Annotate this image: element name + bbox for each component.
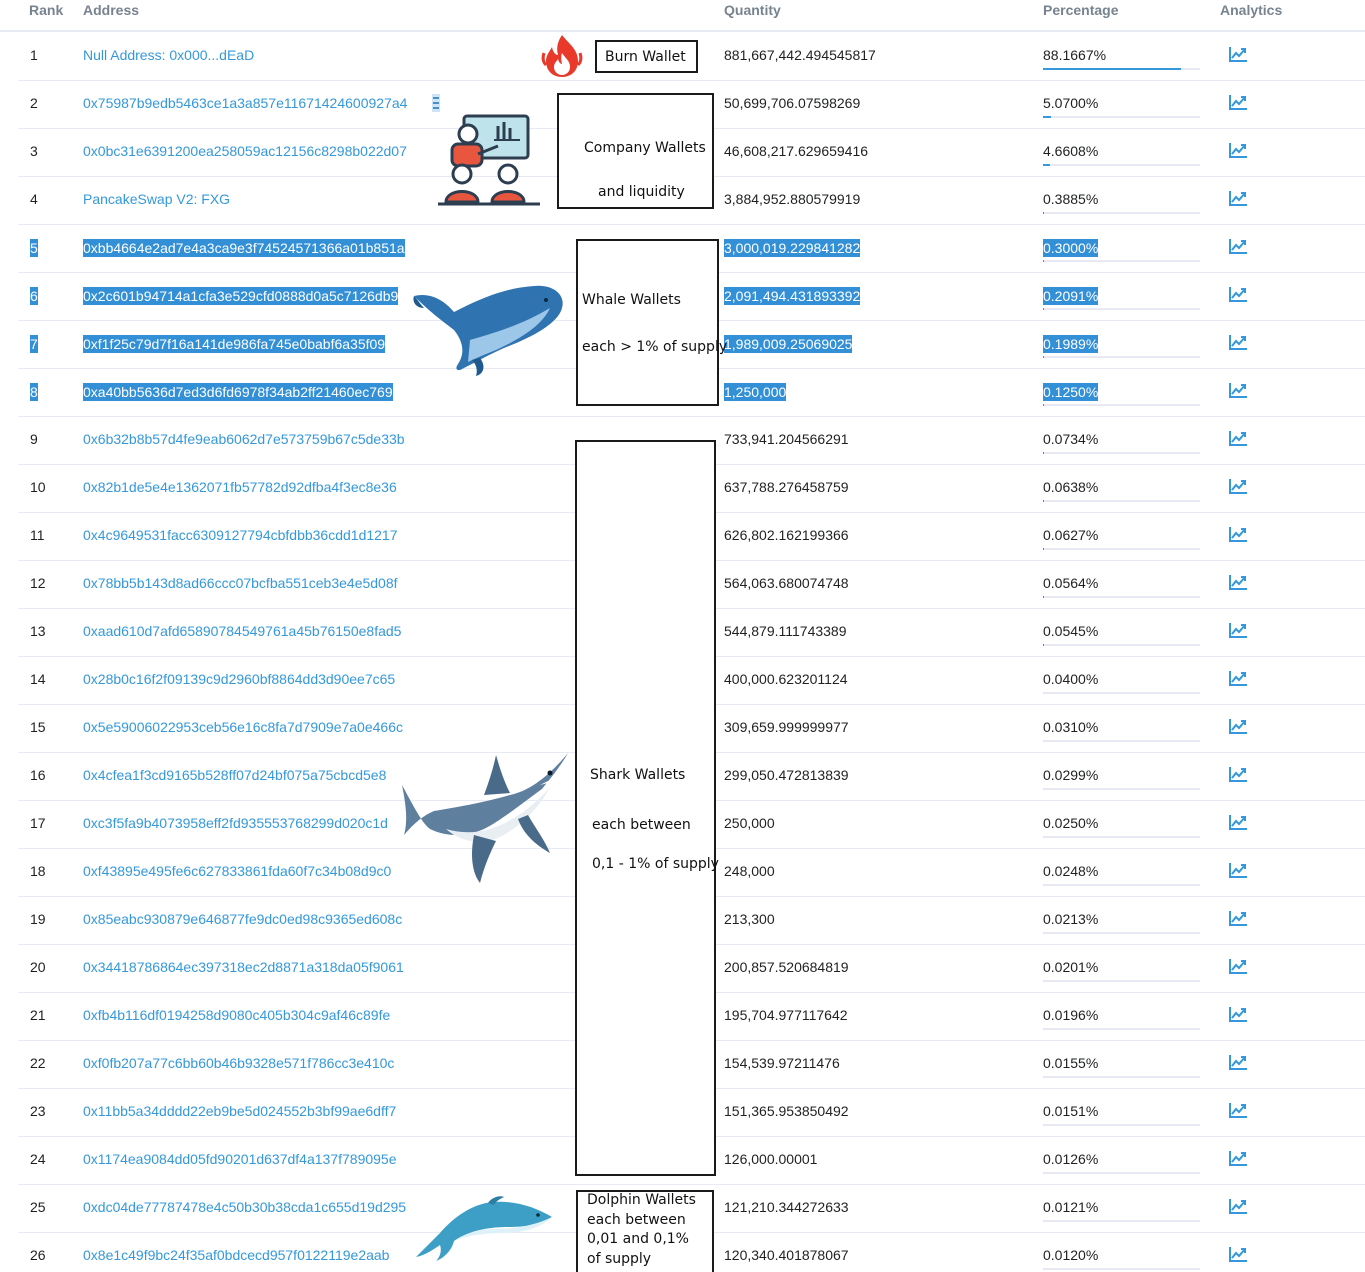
rank-cell: 16 [30,767,46,783]
quantity-cell: 3,000,019.229841282 [724,240,861,256]
percentage-progress-bar [1043,932,1200,934]
percentage-cell: 4.6608% [1043,143,1099,159]
holder-address-link[interactable]: 0x34418786864ec397318ec2d8871a318da05f9061 [83,959,404,975]
percentage-cell: 0.1989% [1043,336,1099,352]
percentage-progress-fill [1043,164,1050,166]
holder-address-link[interactable]: 0x78bb5b143d8ad66ccc07bcfba551ceb3e4e5d08f [83,575,398,591]
quantity-cell: 126,000.00001 [724,1151,818,1167]
line-chart-icon[interactable] [1228,333,1248,351]
line-chart-icon[interactable] [1228,1005,1248,1023]
percentage-cell: 0.0299% [1043,767,1099,783]
rank-cell: 4 [30,191,38,207]
quantity-cell: 299,050.472813839 [724,767,849,783]
percentage-cell: 0.0126% [1043,1151,1099,1167]
line-chart-icon[interactable] [1228,141,1248,159]
holder-address-link[interactable]: 0xf0fb207a77c6bb60b46b9328e571f786cc3e410c [83,1055,395,1071]
line-chart-icon[interactable] [1228,525,1248,543]
dolphin-wallets-label: Dolphin Wallets each between 0,01 and 0,1% of supply [576,1190,714,1272]
line-chart-icon[interactable] [1228,621,1248,639]
quantity-cell: 626,802.162199366 [724,527,849,543]
rank-cell: 19 [30,911,46,927]
quantity-cell: 121,210.344272633 [724,1199,849,1215]
percentage-cell: 88.1667% [1043,47,1107,63]
line-chart-icon[interactable] [1228,861,1248,879]
rank-cell: 10 [30,479,46,495]
percentage-cell: 0.0155% [1043,1055,1099,1071]
rank-cell: 26 [30,1247,46,1263]
rank-cell: 9 [30,431,38,447]
company-wallets-label: Company Wallets and liquidity [557,93,714,209]
percentage-progress-bar [1043,404,1200,406]
line-chart-icon[interactable] [1228,957,1248,975]
quantity-cell: 195,704.977117642 [724,1007,848,1023]
line-chart-icon[interactable] [1228,1149,1248,1167]
quantity-cell: 50,699,706.07598269 [724,95,861,111]
percentage-cell: 0.1250% [1043,384,1099,400]
percentage-progress-bar [1043,1220,1200,1222]
percentage-progress-bar [1043,212,1200,214]
line-chart-icon[interactable] [1228,1197,1248,1215]
holder-address-link[interactable]: 0x5e59006022953ceb56e16c8fa7d7909e7a0e466c [83,719,403,735]
shark-wallets-label: Shark Wallets each between 0,1 - 1% of supply [575,440,716,1176]
holder-address-link[interactable]: 0xaad610d7afd65890784549761a45b76150e8fad5 [83,623,402,639]
quantity-cell: 2,091,494.431893392 [724,288,861,304]
quantity-cell: 400,000.623201124 [724,671,848,687]
rank-cell: 6 [30,288,38,304]
holder-address-link[interactable]: 0x2c601b94714a1cfa3e529cfd0888d0a5c7126db9 [83,288,399,304]
percentage-cell: 0.0213% [1043,911,1099,927]
column-header-rank: Rank [29,2,64,18]
column-header-quantity: Quantity [724,2,781,18]
percentage-progress-bar [1043,788,1200,790]
holder-address-link[interactable]: 0x28b0c16f2f09139c9d2960bf8864dd3d90ee7c65 [83,671,396,687]
percentage-progress-bar [1043,1124,1200,1126]
percentage-cell: 5.0700% [1043,95,1099,111]
quantity-cell: 151,365.953850492 [724,1103,849,1119]
line-chart-icon[interactable] [1228,1101,1248,1119]
holder-address-link[interactable]: 0xbb4664e2ad7e4a3ca9e3f74524571366a01b851a [83,240,405,256]
line-chart-icon[interactable] [1228,1245,1248,1263]
percentage-progress-bar [1043,68,1200,70]
rank-cell: 14 [30,671,46,687]
line-chart-icon[interactable] [1228,573,1248,591]
holder-address-link[interactable]: 0x4cfea1f3cd9165b528ff07d24bf075a75cbcd5e8 [83,767,387,783]
rank-cell: 13 [30,623,46,639]
holder-address-link[interactable]: 0x75987b9edb5463ce1a3a857e11671424600927a4 [83,95,408,111]
holder-address-link[interactable]: 0x1174ea9084dd05fd90201d637df4a137f789095e [83,1151,397,1167]
rank-cell: 25 [30,1199,46,1215]
holder-address-link[interactable]: 0xdc04de77787478e4c50b30b38cda1c655d19d295 [83,1199,407,1215]
quantity-cell: 3,884,952.880579919 [724,191,861,207]
percentage-cell: 0.0400% [1043,671,1099,687]
rank-cell: 22 [30,1055,46,1071]
percentage-progress-bar [1043,1172,1200,1174]
percentage-progress-bar [1043,692,1200,694]
percentage-progress-bar [1043,116,1200,118]
percentage-cell: 0.0638% [1043,479,1099,495]
rank-cell: 11 [30,527,45,543]
burn-wallet-label: Burn Wallet [595,40,698,73]
quantity-cell: 637,788.276458759 [724,479,849,495]
percentage-cell: 0.0310% [1043,719,1099,735]
quantity-cell: 1,250,000 [724,384,787,400]
whale-illustration [410,278,570,378]
percentage-progress-bar [1043,500,1200,502]
percentage-progress-bar [1043,1076,1200,1078]
quantity-cell: 733,941.204566291 [724,431,849,447]
percentage-cell: 0.0734% [1043,431,1099,447]
percentage-progress-bar [1043,356,1200,358]
quantity-cell: 250,000 [724,815,775,831]
column-header-address: Address [83,2,140,18]
rank-cell: 12 [30,575,46,591]
holder-address-link[interactable]: Null Address: 0x000...dEaD [83,47,255,63]
percentage-progress-bar [1043,260,1200,262]
percentage-progress-fill [1043,68,1181,70]
line-chart-icon[interactable] [1228,909,1248,927]
holder-address-link[interactable]: 0x6b32b8b57d4fe9eab6062d7e573759b67c5de33b [83,431,405,447]
line-chart-icon[interactable] [1228,93,1248,111]
quantity-cell: 544,879.111743389 [724,623,847,639]
holder-address-link[interactable]: 0xc3f5fa9b4073958eff2fd935553768299d020c1d [83,815,388,831]
quantity-cell: 309,659.999999977 [724,719,849,735]
percentage-progress-bar [1043,548,1200,550]
holder-address-link[interactable]: 0x85eabc930879e646877fe9dc0ed98c9365ed608c [83,911,403,927]
quantity-cell: 248,000 [724,863,775,879]
whale-wallets-label: Whale Wallets each > 1% of supply [576,239,719,406]
holder-address-link[interactable]: 0xfb4b116df0194258d9080c405b304c9af46c89fe [83,1007,391,1023]
percentage-progress-fill [1043,212,1044,214]
line-chart-icon[interactable] [1228,381,1248,399]
column-header-percentage: Percentage [1043,2,1119,18]
line-chart-icon[interactable] [1228,429,1248,447]
line-chart-icon[interactable] [1228,669,1248,687]
column-header-analytics: Analytics [1220,2,1283,18]
percentage-cell: 0.0120% [1043,1247,1099,1263]
quantity-cell: 46,608,217.629659416 [724,143,869,159]
line-chart-icon[interactable] [1228,237,1248,255]
rank-cell: 3 [30,143,38,159]
percentage-cell: 0.3000% [1043,240,1099,256]
rank-cell: 20 [30,959,46,975]
line-chart-icon[interactable] [1228,717,1248,735]
line-chart-icon[interactable] [1228,285,1248,303]
quantity-cell: 200,857.520684819 [724,959,849,975]
rank-cell: 15 [30,719,46,735]
percentage-cell: 0.0151% [1043,1103,1099,1119]
quantity-cell: 881,667,442.494545817 [724,47,876,63]
percentage-cell: 0.3885% [1043,191,1099,207]
percentage-progress-bar [1043,836,1200,838]
rank-cell: 23 [30,1103,46,1119]
rank-cell: 21 [30,1007,46,1023]
holder-address-link[interactable]: 0xf43895e495fe6c627833861fda60f7c34b08d9c0 [83,863,392,879]
presentation-meeting-icon [432,94,544,208]
line-chart-icon[interactable] [1228,813,1248,831]
percentage-cell: 0.0196% [1043,1007,1099,1023]
holder-address-link[interactable]: 0x11bb5a34dddd22eb9be5d024552b3bf99ae6dff7 [83,1103,397,1119]
holder-address-link[interactable]: 0x82b1de5e4e1362071fb57782d92dfba4f3ec8e36 [83,479,397,495]
percentage-progress-bar [1043,452,1200,454]
holder-address-link[interactable]: 0x8e1c49f9bc24f35af0bdcecd957f0122119e2aab [83,1247,390,1263]
percentage-progress-bar [1043,308,1200,310]
rank-cell: 24 [30,1151,46,1167]
holder-address-link[interactable]: 0x4c9649531facc6309127794cbfdbb36cdd1d1217 [83,527,398,543]
holder-address-link[interactable]: 0x0bc31e6391200ea258059ac12156c8298b022d07 [83,143,407,159]
shark-illustration [400,745,572,887]
table-header [0,0,1365,32]
rank-cell: 1 [30,47,38,63]
percentage-progress-bar [1043,164,1200,166]
rank-cell: 17 [30,815,46,831]
percentage-progress-fill [1043,116,1051,118]
flame-icon [538,33,586,79]
percentage-progress-bar [1043,596,1200,598]
rank-cell: 7 [30,336,38,352]
rank-cell: 18 [30,863,46,879]
percentage-cell: 0.2091% [1043,288,1099,304]
quantity-cell: 564,063.680074748 [724,575,849,591]
rank-cell: 8 [30,384,38,400]
line-chart-icon[interactable] [1228,45,1248,63]
percentage-cell: 0.0201% [1043,959,1099,975]
percentage-cell: 0.0545% [1043,623,1099,639]
percentage-progress-bar [1043,644,1200,646]
percentage-cell: 0.0250% [1043,815,1099,831]
percentage-cell: 0.0248% [1043,863,1099,879]
dolphin-illustration [412,1195,558,1263]
quantity-cell: 1,989,009.25069025 [724,336,853,352]
percentage-cell: 0.0627% [1043,527,1099,543]
percentage-cell: 0.0564% [1043,575,1099,591]
percentage-progress-bar [1043,1028,1200,1030]
percentage-progress-bar [1043,884,1200,886]
line-chart-icon[interactable] [1228,189,1248,207]
line-chart-icon[interactable] [1228,765,1248,783]
holder-address-link[interactable]: 0xa40bb5636d7ed3d6fd6978f34ab2ff21460ec769 [83,384,393,400]
percentage-progress-bar [1043,1268,1200,1270]
rank-cell: 2 [30,95,38,111]
quantity-cell: 120,340.401878067 [724,1247,849,1263]
holder-address-link[interactable]: PancakeSwap V2: FXG [83,191,231,207]
quantity-cell: 213,300 [724,911,775,927]
holder-address-link[interactable]: 0xf1f25c79d7f16a141de986fa745e0babf6a35f09 [83,336,386,352]
rank-cell: 5 [30,240,38,256]
line-chart-icon[interactable] [1228,1053,1248,1071]
quantity-cell: 154,539.97211476 [724,1055,840,1071]
line-chart-icon[interactable] [1228,477,1248,495]
percentage-cell: 0.0121% [1043,1199,1099,1215]
percentage-progress-bar [1043,740,1200,742]
percentage-progress-bar [1043,980,1200,982]
